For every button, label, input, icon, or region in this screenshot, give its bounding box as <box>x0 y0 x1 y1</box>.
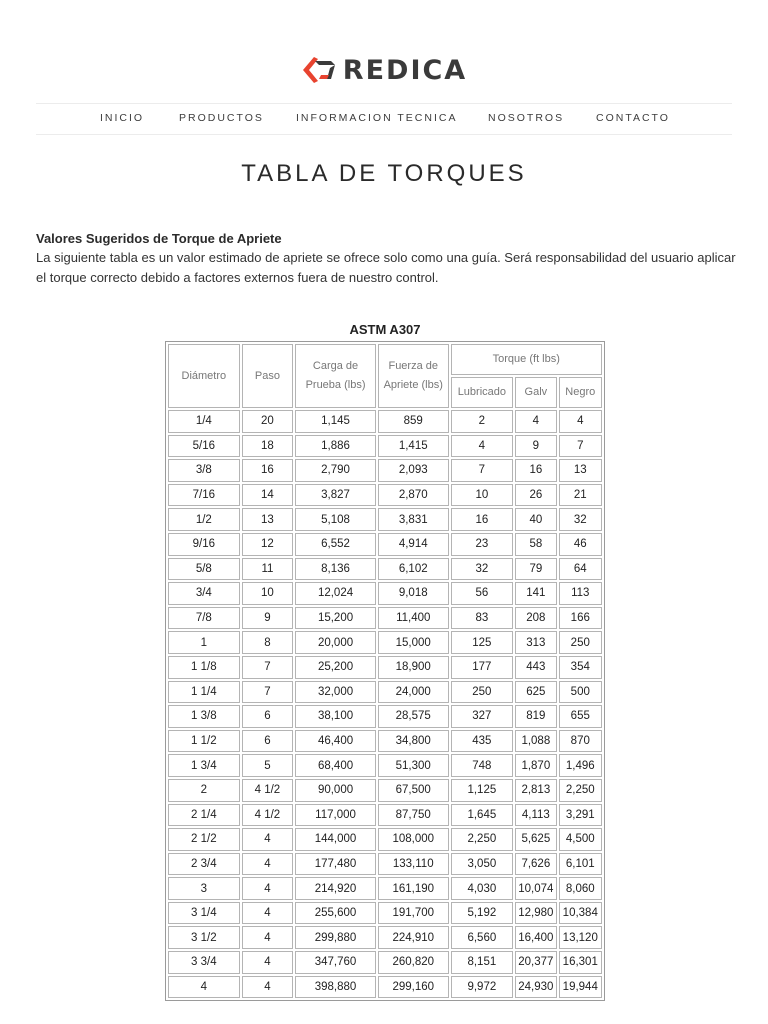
cell-torque-negro: 500 <box>559 681 602 704</box>
cell-torque-negro: 10,384 <box>559 902 602 925</box>
cell-torque-galv: 1,870 <box>515 754 556 777</box>
cell-paso: 6 <box>242 730 293 753</box>
cell-diametro: 2 3/4 <box>168 853 240 876</box>
cell-torque-galv: 141 <box>515 582 556 605</box>
cell-torque-negro: 32 <box>559 508 602 531</box>
cell-fuerza-de-apriete: 1,415 <box>378 435 449 458</box>
table-row <box>168 877 602 900</box>
cell-diametro: 1/4 <box>168 410 240 433</box>
table-row <box>168 902 602 925</box>
cell-fuerza-de-apriete: 11,400 <box>378 607 449 630</box>
cell-paso: 4 1/2 <box>242 779 293 802</box>
cell-fuerza-de-apriete: 108,000 <box>378 828 449 851</box>
cell-diametro: 2 <box>168 779 240 802</box>
cell-carga-de-prueba: 117,000 <box>295 804 376 827</box>
cell-carga-de-prueba: 144,000 <box>295 828 376 851</box>
cell-torque-galv: 625 <box>515 681 556 704</box>
cell-carga-de-prueba: 90,000 <box>295 779 376 802</box>
header-galv: Galv <box>515 377 556 408</box>
cell-torque-galv: 24,930 <box>515 976 556 999</box>
cell-diametro: 3/8 <box>168 459 240 482</box>
cell-paso: 14 <box>242 484 293 507</box>
cell-torque-galv: 26 <box>515 484 556 507</box>
cell-paso: 4 <box>242 951 293 974</box>
page-title: TABLA DE TORQUES <box>241 160 527 187</box>
cell-diametro: 3/4 <box>168 582 240 605</box>
nav-item-nosotros[interactable]: NOSOTROS <box>488 112 565 124</box>
cell-torque-galv: 2,813 <box>515 779 556 802</box>
cell-torque-lubricado: 83 <box>451 607 514 630</box>
cell-torque-galv: 5,625 <box>515 828 556 851</box>
cell-torque-negro: 166 <box>559 607 602 630</box>
cell-torque-lubricado: 8,151 <box>451 951 514 974</box>
cell-torque-negro: 19,944 <box>559 976 602 999</box>
cell-torque-galv: 12,980 <box>515 902 556 925</box>
cell-paso: 4 <box>242 853 293 876</box>
cell-fuerza-de-apriete: 2,093 <box>378 459 449 482</box>
cell-carga-de-prueba: 20,000 <box>295 631 376 654</box>
brand-name: REDICA <box>342 54 468 86</box>
table-row <box>168 681 602 704</box>
cell-torque-negro: 354 <box>559 656 602 679</box>
cell-fuerza-de-apriete: 28,575 <box>378 705 449 728</box>
cell-torque-lubricado: 16 <box>451 508 514 531</box>
cell-torque-galv: 9 <box>515 435 556 458</box>
cell-torque-lubricado: 327 <box>451 705 514 728</box>
table-row <box>168 828 602 851</box>
nav-item-productos[interactable]: PRODUCTOS <box>179 112 264 124</box>
cell-paso: 4 <box>242 902 293 925</box>
cell-carga-de-prueba: 3,827 <box>295 484 376 507</box>
cell-paso: 4 <box>242 926 293 949</box>
cell-torque-lubricado: 125 <box>451 631 514 654</box>
cell-torque-lubricado: 6,560 <box>451 926 514 949</box>
cell-diametro: 5/16 <box>168 435 240 458</box>
header-carga-de-prueba: Carga de Prueba (lbs) <box>295 344 376 408</box>
cell-torque-lubricado: 10 <box>451 484 514 507</box>
cell-fuerza-de-apriete: 260,820 <box>378 951 449 974</box>
cell-diametro: 3 <box>168 877 240 900</box>
cell-torque-galv: 1,088 <box>515 730 556 753</box>
cell-carga-de-prueba: 1,145 <box>295 410 376 433</box>
cell-carga-de-prueba: 1,886 <box>295 435 376 458</box>
cell-torque-negro: 2,250 <box>559 779 602 802</box>
cell-torque-negro: 113 <box>559 582 602 605</box>
cell-torque-negro: 13,120 <box>559 926 602 949</box>
cell-torque-lubricado: 7 <box>451 459 514 482</box>
cell-torque-lubricado: 250 <box>451 681 514 704</box>
cell-torque-negro: 7 <box>559 435 602 458</box>
redica-logo-icon <box>301 55 337 85</box>
cell-diametro: 1 1/2 <box>168 730 240 753</box>
cell-torque-negro: 8,060 <box>559 877 602 900</box>
cell-diametro: 5/8 <box>168 558 240 581</box>
cell-torque-lubricado: 32 <box>451 558 514 581</box>
cell-paso: 11 <box>242 558 293 581</box>
cell-torque-galv: 443 <box>515 656 556 679</box>
cell-torque-galv: 819 <box>515 705 556 728</box>
header-negro: Negro <box>559 377 602 408</box>
cell-fuerza-de-apriete: 34,800 <box>378 730 449 753</box>
cell-diametro: 4 <box>168 976 240 999</box>
cell-torque-negro: 46 <box>559 533 602 556</box>
cell-carga-de-prueba: 255,600 <box>295 902 376 925</box>
cell-carga-de-prueba: 299,880 <box>295 926 376 949</box>
cell-carga-de-prueba: 38,100 <box>295 705 376 728</box>
header-lubricado: Lubricado <box>451 377 514 408</box>
table-body <box>168 410 602 998</box>
cell-torque-lubricado: 1,645 <box>451 804 514 827</box>
cell-torque-galv: 4 <box>515 410 556 433</box>
cell-torque-negro: 21 <box>559 484 602 507</box>
cell-diametro: 1/2 <box>168 508 240 531</box>
cell-torque-galv: 10,074 <box>515 877 556 900</box>
cell-diametro: 2 1/4 <box>168 804 240 827</box>
cell-fuerza-de-apriete: 4,914 <box>378 533 449 556</box>
cell-fuerza-de-apriete: 133,110 <box>378 853 449 876</box>
cell-fuerza-de-apriete: 51,300 <box>378 754 449 777</box>
cell-torque-lubricado: 748 <box>451 754 514 777</box>
cell-diametro: 7/8 <box>168 607 240 630</box>
cell-carga-de-prueba: 6,552 <box>295 533 376 556</box>
cell-carga-de-prueba: 15,200 <box>295 607 376 630</box>
cell-paso: 18 <box>242 435 293 458</box>
cell-torque-galv: 4,113 <box>515 804 556 827</box>
cell-diametro: 1 1/8 <box>168 656 240 679</box>
cell-diametro: 3 3/4 <box>168 951 240 974</box>
cell-paso: 8 <box>242 631 293 654</box>
cell-paso: 16 <box>242 459 293 482</box>
table-row <box>168 926 602 949</box>
cell-torque-lubricado: 177 <box>451 656 514 679</box>
cell-torque-lubricado: 4,030 <box>451 877 514 900</box>
header-fuerza-de-apriete: Fuerza de Apriete (lbs) <box>378 344 449 408</box>
cell-fuerza-de-apriete: 18,900 <box>378 656 449 679</box>
cell-torque-negro: 250 <box>559 631 602 654</box>
cell-paso: 9 <box>242 607 293 630</box>
header-paso: Paso <box>242 344 293 408</box>
cell-torque-lubricado: 23 <box>451 533 514 556</box>
cell-torque-lubricado: 435 <box>451 730 514 753</box>
table-row <box>168 779 602 802</box>
cell-torque-negro: 4 <box>559 410 602 433</box>
cell-torque-galv: 208 <box>515 607 556 630</box>
site-logo[interactable] <box>0 52 768 88</box>
cell-paso: 5 <box>242 754 293 777</box>
cell-paso: 10 <box>242 582 293 605</box>
table-row <box>168 631 602 654</box>
table-row <box>168 410 602 433</box>
table-row <box>168 730 602 753</box>
cell-torque-galv: 16 <box>515 459 556 482</box>
table-row <box>168 558 602 581</box>
cell-torque-lubricado: 56 <box>451 582 514 605</box>
main-nav <box>36 103 732 135</box>
cell-torque-galv: 7,626 <box>515 853 556 876</box>
cell-torque-negro: 16,301 <box>559 951 602 974</box>
cell-diametro: 7/16 <box>168 484 240 507</box>
table-row <box>168 607 602 630</box>
table-row <box>168 754 602 777</box>
nav-item-inicio[interactable]: INICIO <box>100 112 145 124</box>
cell-fuerza-de-apriete: 2,870 <box>378 484 449 507</box>
cell-diametro: 9/16 <box>168 533 240 556</box>
nav-item-contacto[interactable]: CONTACTO <box>596 112 670 124</box>
table-row <box>168 533 602 556</box>
cell-torque-lubricado: 5,192 <box>451 902 514 925</box>
cell-torque-lubricado: 1,125 <box>451 779 514 802</box>
cell-paso: 13 <box>242 508 293 531</box>
cell-paso: 4 <box>242 976 293 999</box>
cell-carga-de-prueba: 5,108 <box>295 508 376 531</box>
cell-torque-negro: 6,101 <box>559 853 602 876</box>
table-row <box>168 508 602 531</box>
cell-torque-lubricado: 9,972 <box>451 976 514 999</box>
cell-carga-de-prueba: 214,920 <box>295 877 376 900</box>
table-row <box>168 459 602 482</box>
cell-carga-de-prueba: 46,400 <box>295 730 376 753</box>
cell-carga-de-prueba: 2,790 <box>295 459 376 482</box>
cell-carga-de-prueba: 68,400 <box>295 754 376 777</box>
cell-torque-galv: 40 <box>515 508 556 531</box>
cell-fuerza-de-apriete: 9,018 <box>378 582 449 605</box>
cell-torque-negro: 1,496 <box>559 754 602 777</box>
cell-fuerza-de-apriete: 859 <box>378 410 449 433</box>
intro-heading: Valores Sugeridos de Torque de Apriete <box>36 231 282 246</box>
cell-fuerza-de-apriete: 15,000 <box>378 631 449 654</box>
cell-paso: 4 1/2 <box>242 804 293 827</box>
cell-carga-de-prueba: 25,200 <box>295 656 376 679</box>
cell-diametro: 3 1/4 <box>168 902 240 925</box>
cell-fuerza-de-apriete: 6,102 <box>378 558 449 581</box>
table-row <box>168 804 602 827</box>
cell-torque-galv: 20,377 <box>515 951 556 974</box>
cell-fuerza-de-apriete: 3,831 <box>378 508 449 531</box>
cell-carga-de-prueba: 347,760 <box>295 951 376 974</box>
cell-fuerza-de-apriete: 161,190 <box>378 877 449 900</box>
cell-fuerza-de-apriete: 67,500 <box>378 779 449 802</box>
cell-torque-galv: 79 <box>515 558 556 581</box>
cell-diametro: 2 1/2 <box>168 828 240 851</box>
cell-paso: 7 <box>242 681 293 704</box>
cell-fuerza-de-apriete: 24,000 <box>378 681 449 704</box>
cell-torque-negro: 655 <box>559 705 602 728</box>
cell-fuerza-de-apriete: 191,700 <box>378 902 449 925</box>
table-caption: ASTM A307 <box>349 322 421 337</box>
cell-carga-de-prueba: 8,136 <box>295 558 376 581</box>
cell-torque-galv: 16,400 <box>515 926 556 949</box>
cell-paso: 20 <box>242 410 293 433</box>
cell-carga-de-prueba: 177,480 <box>295 853 376 876</box>
cell-paso: 6 <box>242 705 293 728</box>
cell-paso: 7 <box>242 656 293 679</box>
cell-carga-de-prueba: 32,000 <box>295 681 376 704</box>
cell-torque-negro: 3,291 <box>559 804 602 827</box>
cell-torque-negro: 13 <box>559 459 602 482</box>
cell-carga-de-prueba: 12,024 <box>295 582 376 605</box>
torque-table <box>165 341 605 1001</box>
cell-torque-negro: 64 <box>559 558 602 581</box>
table-row <box>168 656 602 679</box>
cell-torque-lubricado: 2 <box>451 410 514 433</box>
cell-diametro: 1 3/8 <box>168 705 240 728</box>
table-row <box>168 582 602 605</box>
header-torque: Torque (ft lbs) <box>451 344 602 375</box>
cell-paso: 4 <box>242 828 293 851</box>
cell-fuerza-de-apriete: 299,160 <box>378 976 449 999</box>
cell-diametro: 1 <box>168 631 240 654</box>
cell-diametro: 1 3/4 <box>168 754 240 777</box>
nav-item-informacion-tecnica[interactable]: INFORMACION TECNICA <box>296 112 458 124</box>
table-row <box>168 484 602 507</box>
cell-diametro: 1 1/4 <box>168 681 240 704</box>
header-diametro: Diámetro <box>168 344 240 408</box>
cell-torque-galv: 58 <box>515 533 556 556</box>
cell-torque-galv: 313 <box>515 631 556 654</box>
cell-torque-lubricado: 3,050 <box>451 853 514 876</box>
table-row <box>168 853 602 876</box>
cell-diametro: 3 1/2 <box>168 926 240 949</box>
cell-torque-negro: 870 <box>559 730 602 753</box>
cell-paso: 4 <box>242 877 293 900</box>
cell-torque-lubricado: 4 <box>451 435 514 458</box>
cell-fuerza-de-apriete: 224,910 <box>378 926 449 949</box>
cell-fuerza-de-apriete: 87,750 <box>378 804 449 827</box>
table-row <box>168 435 602 458</box>
table-row <box>168 976 602 999</box>
intro-text: La siguiente tabla es un valor estimado de apriete se ofrece solo como una guía. Será responsabilidad del usuario aplicar el torque correcto debido a factores externos fuera de nuestro control. <box>36 250 736 285</box>
cell-torque-negro: 4,500 <box>559 828 602 851</box>
table-row <box>168 951 602 974</box>
cell-carga-de-prueba: 398,880 <box>295 976 376 999</box>
cell-torque-lubricado: 2,250 <box>451 828 514 851</box>
table-row <box>168 705 602 728</box>
cell-paso: 12 <box>242 533 293 556</box>
